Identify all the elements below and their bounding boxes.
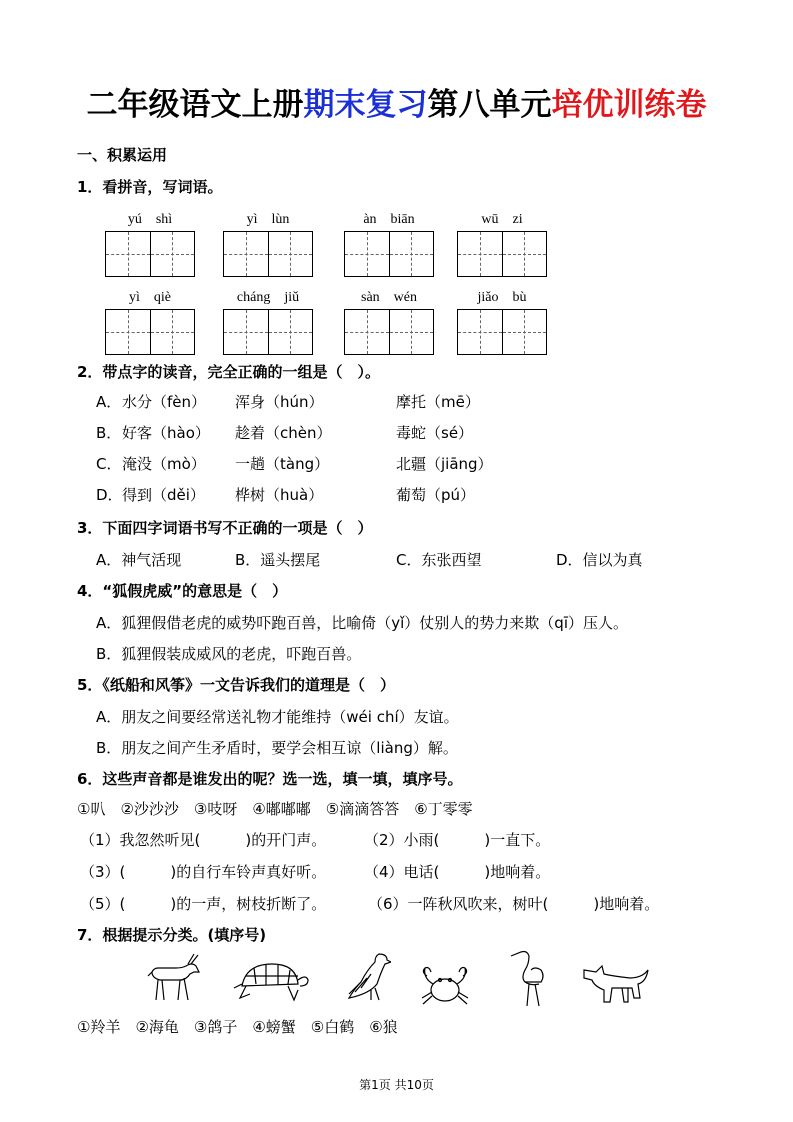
q2-heading: 2．带点字的读音，完全正确的一组是（ ）。 xyxy=(77,363,380,381)
q5-heading: 5．《纸船和风筝》一文告诉我们的道理是（ ） xyxy=(77,676,395,694)
option-item: 葡萄（pú） xyxy=(396,486,476,504)
fill-sentence: （4）电话( )地响着。 xyxy=(364,863,551,881)
pinyin-label: yú shì xyxy=(127,212,173,227)
option-item: 水分（fèn） xyxy=(122,393,207,411)
pinyin-label: jiǎo bù xyxy=(477,290,527,305)
fill-sentence: （5）( )的一声，树枝折断了。 xyxy=(80,895,327,913)
option-item: 好客（hào） xyxy=(122,424,210,442)
sound-choices: ①叭 ②沙沙沙 ③吱呀 ④嘟嘟嘟 ⑤滴滴答答 ⑥丁零零 xyxy=(77,800,473,818)
section-heading: 一、积累运用 xyxy=(77,146,168,164)
option-item: 桦树（huà） xyxy=(235,486,324,504)
crab-icon xyxy=(419,962,471,1008)
wolf-icon xyxy=(582,962,650,1008)
page-title xyxy=(0,82,793,128)
option-item: 浑身（hún） xyxy=(235,393,324,411)
pinyin-label: yì qiè xyxy=(129,290,171,305)
option-item: D．信以为真 xyxy=(556,551,643,569)
writing-grid[interactable] xyxy=(105,309,195,355)
option-item: C．东张西望 xyxy=(396,551,482,569)
option-letter: B． xyxy=(96,424,122,442)
pinyin-label: wū zi xyxy=(481,212,523,227)
title-part1: 二年级语文上册 xyxy=(86,87,304,123)
pinyin-label: àn biān xyxy=(363,212,415,227)
antelope-icon xyxy=(146,950,204,1006)
pinyin-label: cháng jiǔ xyxy=(236,290,300,305)
turtle-icon xyxy=(232,958,310,1004)
q4-heading: 4．“狐假虎威”的意思是（ ） xyxy=(77,582,288,600)
option-item: A．朋友之间要经常送礼物才能维持（wéi chí）友谊。 xyxy=(96,708,459,726)
q3-heading: 3．下面四字词语书写不正确的一项是（ ） xyxy=(77,519,373,537)
option-item: B．狐狸假装成威风的老虎，吓跑百兽。 xyxy=(96,645,362,663)
q7-heading: 7．根据提示分类。(填序号) xyxy=(77,926,267,944)
option-item: 毒蛇（sé） xyxy=(396,424,474,442)
writing-grid[interactable] xyxy=(457,309,547,355)
writing-grid[interactable] xyxy=(105,231,195,277)
title-part2: 期末复习 xyxy=(303,87,428,123)
pigeon-icon xyxy=(341,948,391,1006)
q1-heading: 1．看拼音，写词语。 xyxy=(77,178,223,196)
option-item: A．狐狸假借老虎的威势吓跑百兽，比喻倚（yǐ）仗别人的势力来欺（qī）压人。 xyxy=(96,614,628,632)
writing-grid[interactable] xyxy=(344,231,434,277)
writing-grid[interactable] xyxy=(457,231,547,277)
pinyin-label: yì lùn xyxy=(246,212,290,227)
q6-heading: 6．这些声音都是谁发出的呢？选一选，填一填，填序号。 xyxy=(77,770,463,788)
writing-grid[interactable] xyxy=(223,309,313,355)
option-item: 得到（děi） xyxy=(122,486,205,504)
option-item: B．遥头摆尾 xyxy=(235,551,321,569)
title-part3: 第八单元 xyxy=(427,87,552,123)
option-item: B．朋友之间产生矛盾时，要学会相互谅（liàng）解。 xyxy=(96,739,458,757)
fill-sentence: （1）我忽然听见( )的开门声。 xyxy=(80,831,327,849)
pinyin-label: sàn wén xyxy=(361,290,417,305)
option-item: 趁着（chèn） xyxy=(235,424,332,442)
crane-icon xyxy=(505,946,551,1008)
option-item: 北疆（jiāng） xyxy=(396,455,493,473)
option-letter: A． xyxy=(96,393,122,411)
fill-sentence: （6）一阵秋风吹来，树叶( )地响着。 xyxy=(368,895,660,913)
writing-grid[interactable] xyxy=(344,309,434,355)
option-letter: C． xyxy=(96,455,122,473)
option-item: 淹没（mò） xyxy=(122,455,206,473)
writing-grid[interactable] xyxy=(223,231,313,277)
option-letter: D． xyxy=(96,486,123,504)
fill-sentence: （3）( )的自行车铃声真好听。 xyxy=(80,863,327,881)
option-item: 摩托（mē） xyxy=(396,393,480,411)
animal-labels: ①羚羊 ②海龟 ③鸽子 ④螃蟹 ⑤白鹤 ⑥狼 xyxy=(77,1018,398,1036)
option-item: 一趟（tàng） xyxy=(235,455,330,473)
title-part4: 培优训练卷 xyxy=(551,87,707,123)
page-footer: 第1页 共10页 xyxy=(359,1078,434,1092)
fill-sentence: （2）小雨( )一直下。 xyxy=(364,831,551,849)
option-item: A．神气活现 xyxy=(96,551,182,569)
